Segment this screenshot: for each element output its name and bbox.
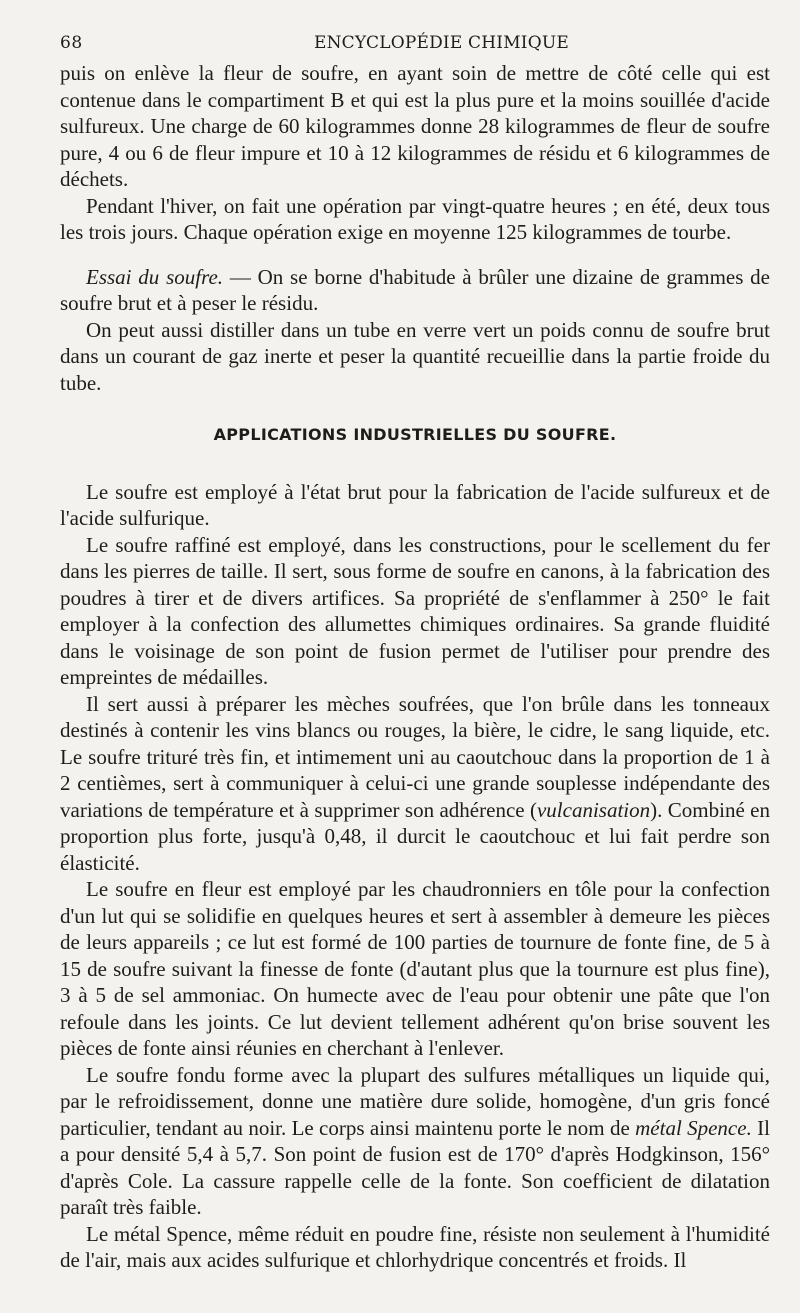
paragraph-winter-operation: Pendant l'hiver, on fait une opération par vingt-quatre heures ; en été, deux tous les trois jours. Chaque opération exige en moyenne 125 kilogrammes de tourbe.	[60, 193, 770, 244]
vulcanisation-text-b: ). Combiné en proportion plus forte, jusqu'à 0,48, il durcit le caoutchouc et lui fait perdre son élasticité.	[60, 797, 770, 875]
vulcanisation-text-a: Il sert aussi à préparer les mèches soufrées, que l'on brûle dans les tonneaux destinés à contenir les vins blancs ou rouges, la bière, le cidre, le sang liquide, etc. Le soufre trituré très fin, et intimement uni au caoutchouc dans la proportion de 1 à 2 centièmes, sert à communiquer à celui-ci une grande souplesse indépendante des variations de température et à supprimer son adhérence (	[60, 691, 770, 822]
paragraph-metal-spence-resistance: Le métal Spence, même réduit en poudre fine, résiste non seulement à l'humidité de l'air, mais aux acides sulfurique et chlorhydrique concentrés et froids. Il	[60, 1221, 770, 1272]
paragraph-spacer	[60, 246, 770, 264]
vulcanisation-term: vulcanisation	[536, 797, 651, 822]
metal-spence-term: métal Spence.	[635, 1115, 752, 1140]
paragraph-lut: Le soufre en fleur est employé par les chaudronniers en tôle pour la confection d'un lut qui se solidifie en quelques heures et sert à assembler à demeure les pièces de leurs appareils ; ce lut est formé de 100 parties de tournure de fonte fine, de 5 à 15 de soufre suivant la finesse de fonte (d'autant plus que la tournure est plus fine), 3 à 5 de sel ammoniac. On humecte avec de l'eau pour obtenir une pâte que l'on refoule dans les joints. Ce lut devient tellement adhérent qu'on brise souvent les pièces de fonte ainsi réunies en cherchant à l'enlever.	[60, 877, 770, 1060]
page-number: 68	[60, 33, 83, 53]
sulfur-test-text: — On se borne d'habitude à brûler une dizaine de grammes de soufre brut et à peser le résidu.	[60, 264, 770, 315]
section-spacer-top	[60, 396, 770, 410]
paragraph-distillation: On peut aussi distiller dans un tube en verre vert un poids connu de soufre brut dans un courant de gaz inerte et peser la quantité recueillie dans la partie froide du tube.	[60, 317, 770, 395]
body-text	[60, 60, 770, 1274]
section-title: APPLICATIONS INDUSTRIELLES DU SOUFRE.	[213, 425, 617, 444]
sulfur-test-heading: Essai du soufre.	[86, 264, 224, 289]
section-spacer-bottom	[60, 461, 770, 479]
running-title: ENCYCLOPÉDIE CHIMIQUE	[314, 33, 569, 53]
paragraph-vulcanisation	[60, 691, 770, 877]
paragraph-refined-sulfur-use: Le soufre raffiné est employé, dans les constructions, pour le scellement du fer dans les pierres de taille. Il sert, sous forme de soufre en canons, à la fabrication des poudres à tirer et de divers artifices. Sa propriété de s'enflammer à 250° le fait employer à la confection des allumettes chimiques ordinaires. Sa grande fluidité dans le voisinage de son point de fusion permet de l'utiliser pour prendre des empreintes de médailles.	[60, 532, 770, 689]
paragraph-metal-spence	[60, 1062, 770, 1221]
page-header	[60, 30, 770, 60]
paragraph-sulfur-test	[60, 264, 770, 317]
metal-spence-text-a: Le soufre fondu forme avec la plupart des sulfures métalliques un liquide qui, par le refroidissement, donne une matière dure solide, homogène, d'un gris foncé particulier, tendant au noir. Le corps ainsi maintenu porte le nom de	[60, 1062, 770, 1140]
metal-spence-text-b: Il a pour densité 5,4 à 5,7. Son point de fusion est de 170° d'après Hodgkinson, 156° d'après Cole. La cassure rappelle celle de la fonte. Son coefficient de dilatation paraît très faible.	[60, 1115, 770, 1219]
paragraph-continued: puis on enlève la fleur de soufre, en ayant soin de mettre de côté celle qui est contenue dans le compartiment B et qui est la plus pure et la moins souillée d'acide sulfureux. Une charge de 60 kilogrammes donne 28 kilogrammes de fleur de soufre pure, 4 ou 6 de fleur impure et 10 à 12 kilogrammes de résidu et 6 kilogrammes de déchets.	[60, 61, 770, 191]
paragraph-raw-sulfur-use: Le soufre est employé à l'état brut pour la fabrication de l'acide sulfureux et de l'acide sulfurique.	[60, 479, 770, 530]
